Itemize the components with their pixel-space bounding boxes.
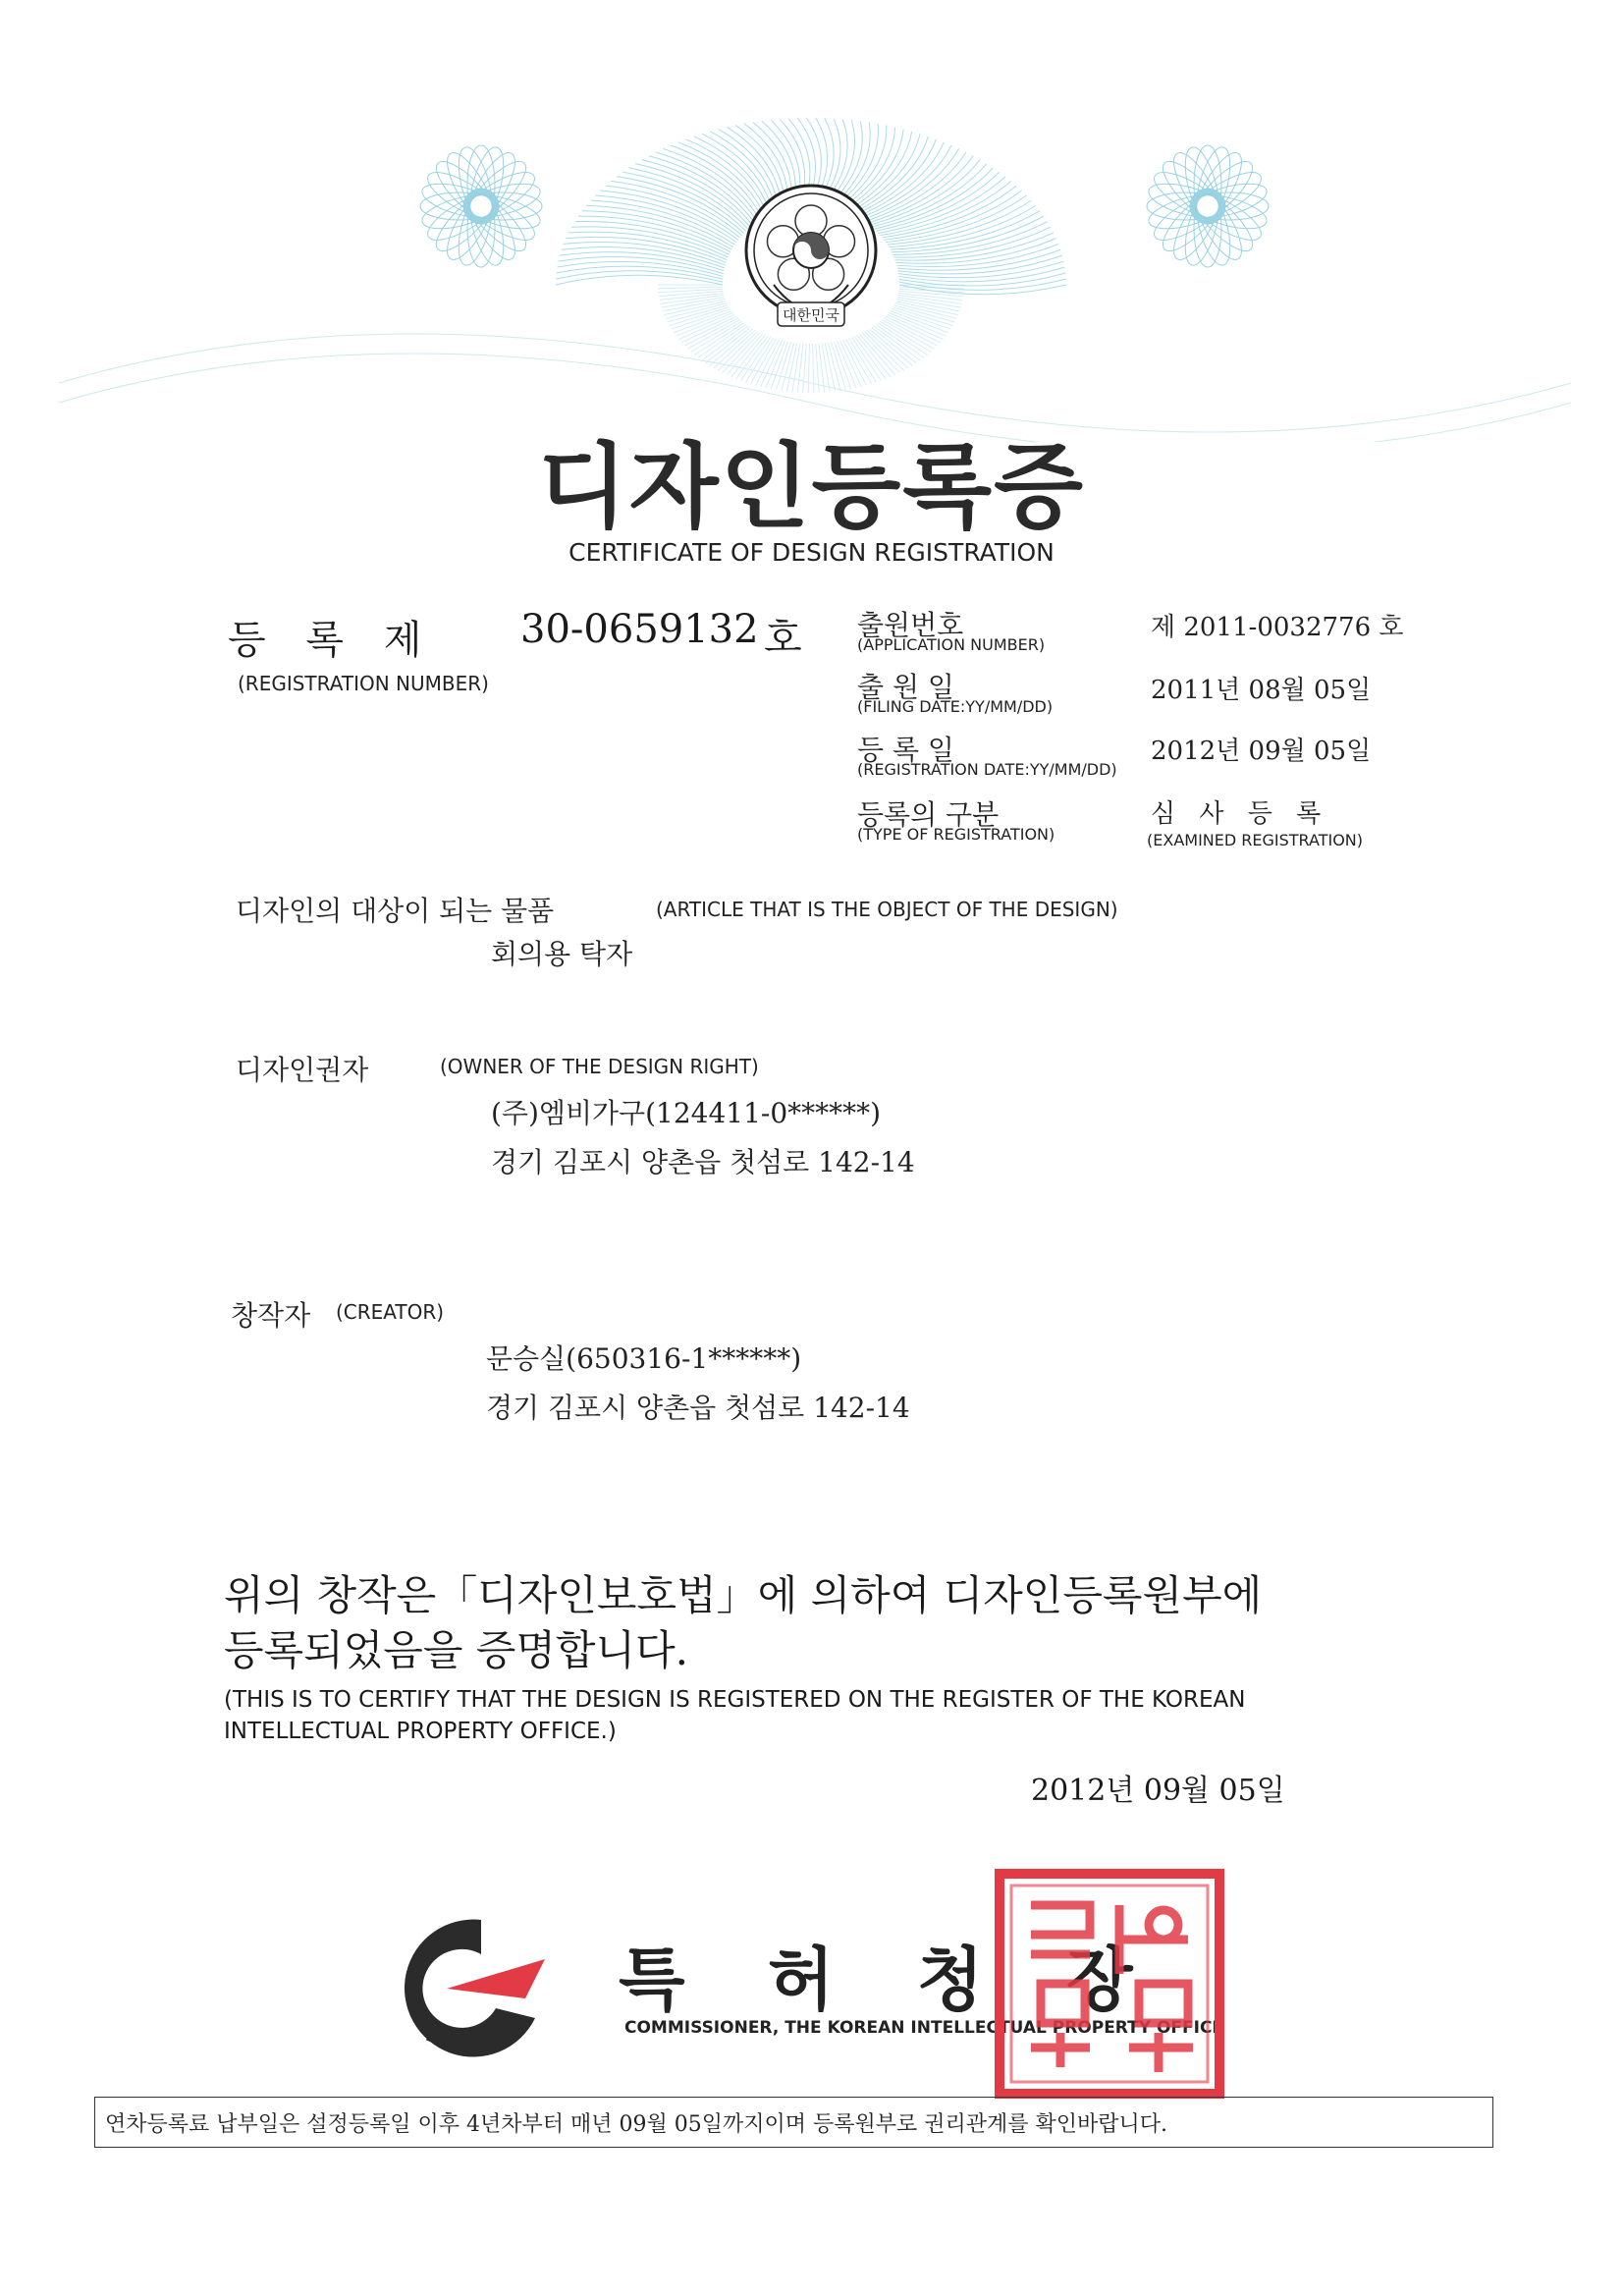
registration-number: 30-0659132 [520, 607, 759, 652]
registration-date-label-en: (REGISTRATION DATE:YY/MM/DD) [857, 760, 1117, 779]
article-label-en: (ARTICLE THAT IS THE OBJECT OF THE DESIGN) [656, 898, 1118, 921]
article-label: 디자인의 대상이 되는 물품 [236, 895, 555, 927]
certification-en-line-1: (THIS IS TO CERTIFY THAT THE DESIGN IS REGISTERED ON THE REGISTER OF THE KOREAN [224, 1687, 1246, 1713]
owner-name: (주)엠비가구(124411-0******) [491, 1097, 882, 1129]
creator-label: 창작자 [231, 1299, 311, 1332]
annual-fee-notice: 연차등록료 납부일은 설정등록일 이후 4년차부터 매년 09월 05일까지이며 등록원부로 권리관계를 확인바랍니다. [105, 2112, 1168, 2137]
registration-label: 등 록 제 [228, 618, 436, 663]
emblem-text: 대한민국 [783, 306, 839, 324]
registration-suffix: 호 [764, 616, 802, 661]
filing-date-label: 출 원 일 [857, 671, 954, 703]
issuer-name-en: COMMISSIONER, THE KOREAN INTELLECTUAL PROPERTY OFFICE [624, 2018, 1224, 2038]
certification-line-1: 위의 창작은「디자인보호법」에 의하여 디자인등록원부에 [224, 1571, 1263, 1619]
creator-name: 문승실(650316-1******) [486, 1342, 802, 1375]
kipo-logo [388, 1900, 565, 2067]
certificate-title: 디자인등록증 [538, 434, 1085, 541]
certification-en-line-2: INTELLECTUAL PROPERTY OFFICE.) [224, 1719, 617, 1744]
filing-date-value: 2011년 08월 05일 [1151, 676, 1372, 705]
certification-date: 2012년 09월 05일 [1031, 1774, 1285, 1808]
filing-date-label-en: (FILING DATE:YY/MM/DD) [857, 697, 1054, 716]
creator-label-en: (CREATOR) [336, 1300, 445, 1324]
national-emblem [742, 177, 880, 354]
application-number-label: 출원번호 [857, 609, 964, 641]
application-number-value: 제 2011-0032776 호 [1151, 613, 1404, 642]
registration-type-value-en: (EXAMINED REGISTRATION) [1147, 831, 1364, 849]
registration-date-value: 2012년 09월 05일 [1151, 737, 1372, 766]
registration-type-label-en: (TYPE OF REGISTRATION) [857, 825, 1055, 844]
registration-type-label: 등록의 구분 [857, 798, 1000, 831]
registration-label-en: (REGISTRATION NUMBER) [238, 672, 489, 695]
article-value: 회의용 탁자 [491, 938, 633, 970]
application-number-label-en: (APPLICATION NUMBER) [857, 635, 1046, 654]
registration-date-label: 등 록 일 [857, 734, 954, 766]
official-seal [992, 1866, 1227, 2102]
registration-type-value: 심 사 등 록 [1151, 799, 1329, 829]
owner-label: 디자인권자 [236, 1054, 369, 1086]
issuer-name: 특 허 청 장 [619, 1940, 1163, 2020]
owner-address: 경기 김포시 양촌읍 첫섬로 142-14 [491, 1146, 915, 1178]
certification-line-2: 등록되었음을 증명합니다. [224, 1626, 688, 1674]
certificate-title-en: CERTIFICATE OF DESIGN REGISTRATION [568, 538, 1055, 567]
annual-fee-notice-box [94, 2097, 1493, 2148]
owner-label-en: (OWNER OF THE DESIGN RIGHT) [440, 1055, 759, 1078]
creator-address: 경기 김포시 양촌읍 첫섬로 142-14 [486, 1392, 910, 1424]
